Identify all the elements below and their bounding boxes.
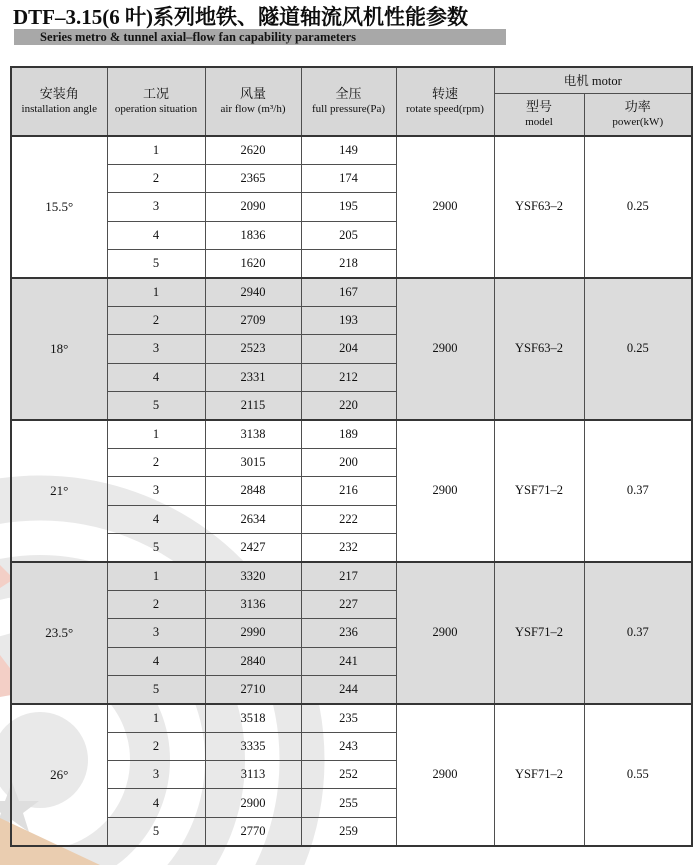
cell-full-pressure: 167 — [301, 278, 396, 306]
cell-operation-situation: 3 — [107, 193, 205, 221]
cell-full-pressure: 259 — [301, 817, 396, 845]
cell-full-pressure: 243 — [301, 732, 396, 760]
header-motor: 电机 motor — [494, 67, 692, 93]
cell-air-flow: 3320 — [205, 562, 301, 590]
cell-operation-situation: 4 — [107, 789, 205, 817]
cell-installation-angle: 15.5° — [11, 136, 107, 278]
page-subtitle: Series metro & tunnel axial–flow fan capability parameters — [40, 30, 357, 44]
cell-air-flow: 2365 — [205, 164, 301, 192]
cell-air-flow: 2331 — [205, 363, 301, 391]
cell-air-flow: 3518 — [205, 704, 301, 732]
cell-operation-situation: 2 — [107, 164, 205, 192]
cell-full-pressure: 244 — [301, 675, 396, 703]
table-row — [11, 704, 692, 732]
cell-air-flow: 2710 — [205, 675, 301, 703]
cell-operation-situation: 4 — [107, 221, 205, 249]
cell-operation-situation: 1 — [107, 704, 205, 732]
cell-rotate-speed: 2900 — [396, 136, 494, 278]
cell-full-pressure: 174 — [301, 164, 396, 192]
cell-installation-angle: 26° — [11, 704, 107, 846]
cell-air-flow: 2770 — [205, 817, 301, 845]
cell-full-pressure: 149 — [301, 136, 396, 164]
cell-air-flow: 2523 — [205, 335, 301, 363]
cell-full-pressure: 227 — [301, 590, 396, 618]
cell-full-pressure: 189 — [301, 420, 396, 448]
cell-operation-situation: 3 — [107, 761, 205, 789]
cell-air-flow: 2634 — [205, 505, 301, 533]
cell-operation-situation: 1 — [107, 420, 205, 448]
cell-full-pressure: 218 — [301, 250, 396, 278]
cell-air-flow: 2427 — [205, 533, 301, 561]
header-installation-angle: 安装角 installation angle — [11, 67, 107, 136]
cell-motor-model: YSF63–2 — [494, 136, 584, 278]
cell-operation-situation: 5 — [107, 817, 205, 845]
cell-motor-power: 0.37 — [584, 562, 692, 704]
cell-full-pressure: 205 — [301, 221, 396, 249]
cell-full-pressure: 220 — [301, 392, 396, 420]
cell-operation-situation: 5 — [107, 250, 205, 278]
cell-air-flow: 2090 — [205, 193, 301, 221]
cell-operation-situation: 3 — [107, 335, 205, 363]
cell-full-pressure: 255 — [301, 789, 396, 817]
cell-air-flow: 3015 — [205, 448, 301, 476]
cell-air-flow: 2990 — [205, 619, 301, 647]
cell-air-flow: 2620 — [205, 136, 301, 164]
table-row — [11, 562, 692, 590]
cell-full-pressure: 222 — [301, 505, 396, 533]
table-body — [11, 136, 692, 846]
cell-rotate-speed: 2900 — [396, 278, 494, 420]
cell-rotate-speed: 2900 — [396, 704, 494, 846]
cell-motor-power: 0.37 — [584, 420, 692, 562]
cell-operation-situation: 2 — [107, 732, 205, 760]
cell-motor-model: YSF71–2 — [494, 704, 584, 846]
cell-air-flow: 3335 — [205, 732, 301, 760]
cell-air-flow: 1836 — [205, 221, 301, 249]
header-air-flow: 风量 air flow (m³/h) — [205, 67, 301, 136]
cell-full-pressure: 216 — [301, 477, 396, 505]
cell-installation-angle: 18° — [11, 278, 107, 420]
table-row — [11, 420, 692, 448]
table-row — [11, 136, 692, 164]
cell-operation-situation: 5 — [107, 533, 205, 561]
cell-motor-power: 0.55 — [584, 704, 692, 846]
cell-operation-situation: 4 — [107, 505, 205, 533]
cell-operation-situation: 4 — [107, 363, 205, 391]
table-header — [11, 67, 692, 136]
cell-full-pressure: 204 — [301, 335, 396, 363]
subtitle-bar — [14, 29, 506, 45]
cell-full-pressure: 241 — [301, 647, 396, 675]
cell-installation-angle: 21° — [11, 420, 107, 562]
cell-full-pressure: 235 — [301, 704, 396, 732]
header-motor-power: 功率 power(kW) — [584, 93, 692, 136]
cell-operation-situation: 4 — [107, 647, 205, 675]
cell-operation-situation: 3 — [107, 619, 205, 647]
cell-motor-model: YSF71–2 — [494, 420, 584, 562]
cell-operation-situation: 1 — [107, 278, 205, 306]
cell-full-pressure: 236 — [301, 619, 396, 647]
cell-motor-power: 0.25 — [584, 136, 692, 278]
cell-rotate-speed: 2900 — [396, 420, 494, 562]
cell-air-flow: 3136 — [205, 590, 301, 618]
cell-operation-situation: 5 — [107, 675, 205, 703]
cell-air-flow: 3138 — [205, 420, 301, 448]
cell-full-pressure: 193 — [301, 306, 396, 334]
header-full-pressure: 全压 full pressure(Pa) — [301, 67, 396, 136]
cell-operation-situation: 2 — [107, 590, 205, 618]
cell-air-flow: 2115 — [205, 392, 301, 420]
header-operation-situation: 工况 operation situation — [107, 67, 205, 136]
cell-full-pressure: 217 — [301, 562, 396, 590]
cell-operation-situation: 1 — [107, 136, 205, 164]
cell-air-flow: 2900 — [205, 789, 301, 817]
header-rotate-speed: 转速 rotate speed(rpm) — [396, 67, 494, 136]
cell-air-flow: 2940 — [205, 278, 301, 306]
table-row — [11, 278, 692, 306]
cell-operation-situation: 1 — [107, 562, 205, 590]
cell-motor-power: 0.25 — [584, 278, 692, 420]
cell-operation-situation: 2 — [107, 448, 205, 476]
page-title: DTF–3.15(6 叶)系列地铁、隧道轴流风机性能参数 — [13, 5, 468, 29]
cell-motor-model: YSF63–2 — [494, 278, 584, 420]
cell-full-pressure: 195 — [301, 193, 396, 221]
cell-air-flow: 2840 — [205, 647, 301, 675]
cell-air-flow: 2848 — [205, 477, 301, 505]
cell-operation-situation: 5 — [107, 392, 205, 420]
cell-installation-angle: 23.5° — [11, 562, 107, 704]
cell-air-flow: 1620 — [205, 250, 301, 278]
cell-air-flow: 2709 — [205, 306, 301, 334]
cell-full-pressure: 252 — [301, 761, 396, 789]
cell-operation-situation: 2 — [107, 306, 205, 334]
cell-rotate-speed: 2900 — [396, 562, 494, 704]
cell-full-pressure: 200 — [301, 448, 396, 476]
parameters-table — [10, 66, 693, 847]
cell-full-pressure: 232 — [301, 533, 396, 561]
cell-motor-model: YSF71–2 — [494, 562, 584, 704]
cell-air-flow: 3113 — [205, 761, 301, 789]
cell-operation-situation: 3 — [107, 477, 205, 505]
header-motor-model: 型号 model — [494, 93, 584, 136]
cell-full-pressure: 212 — [301, 363, 396, 391]
